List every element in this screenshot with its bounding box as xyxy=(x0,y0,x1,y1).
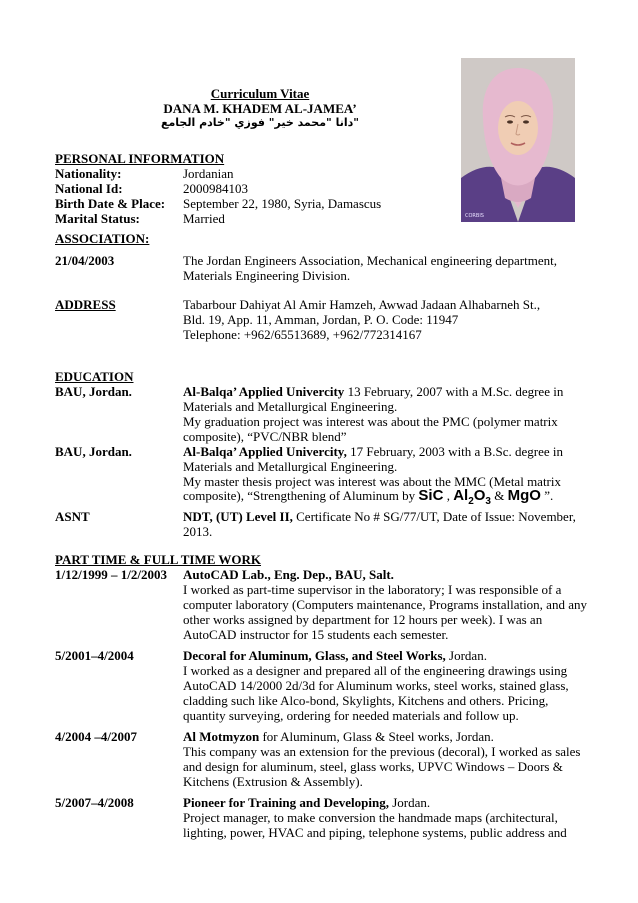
marital-label: Marital Status: xyxy=(55,211,140,226)
chem-al: Al xyxy=(453,487,469,504)
marital-value: Married xyxy=(183,211,225,226)
applicant-name-arabic: "دانا "محمد خير" فوزي "خادم الجامع xyxy=(160,116,360,129)
work-3-line-3: Kitchens (Extrusion & Assembly). xyxy=(183,774,363,789)
edu-3-line-1 xyxy=(183,509,593,524)
birth-value: September 22, 1980, Syria, Damascus xyxy=(183,196,382,211)
work-1-line-2: computer laboratory (Computers maintenance, Programs installation, and any xyxy=(183,597,587,612)
association-line-2: Materials Engineering Division. xyxy=(183,268,351,283)
work-3-title xyxy=(183,729,593,744)
edu-3-line-2: 2013. xyxy=(183,524,213,539)
address-line-1: Tabarbour Dahiyat Al Amir Hamzeh, Awwad Jadaan Alhabarneh St., xyxy=(183,297,541,312)
edu-1-institution: Al-Balqa’ Applied Univercity xyxy=(183,384,345,399)
edu-2-label: BAU, Jordan. xyxy=(55,444,132,459)
chem-sic: SiC xyxy=(418,487,444,504)
edu-2-line-1 xyxy=(183,444,593,459)
chem-sub-3: 3 xyxy=(485,496,491,507)
work-4-line-1: Project manager, to make conversion the handmade maps (architectural, xyxy=(183,810,558,825)
association-date: 21/04/2003 xyxy=(55,253,115,268)
work-2-title xyxy=(183,648,593,663)
edu-3-detail: Certificate No # SG/77/UT, Date of Issue: November, xyxy=(292,509,576,524)
work-2-line-2: AutoCAD 14/2000 2d/3d for Aluminum works, steel works, stained glass, xyxy=(183,678,569,693)
national-id-label: National Id: xyxy=(55,181,123,196)
work-heading: PART TIME & FULL TIME WORK xyxy=(55,552,262,567)
work-1-employer: AutoCAD Lab., Eng. Dep., BAU, Salt. xyxy=(183,567,394,582)
edu-1-detail: 13 February, 2007 with a M.Sc. degree in xyxy=(344,384,564,399)
work-1-title xyxy=(183,567,593,582)
work-3-line-1: This company was an extension for the previous (decoral), I worked as sales xyxy=(183,744,581,759)
work-1-line-4: AutoCAD instructor for 15 students each semester. xyxy=(183,627,449,642)
edu-3-cert: NDT, (UT) Level II, xyxy=(183,509,293,524)
work-1-date: 1/12/1999 – 1/2/2003 xyxy=(55,567,167,582)
work-3-location: for Aluminum, Glass & Steel works, Jordan. xyxy=(259,729,494,744)
chem-o: O xyxy=(473,487,486,504)
personal-info-heading: PERSONAL INFORMATION xyxy=(55,151,225,166)
work-3-employer: Al Motmyzon xyxy=(183,729,260,744)
nationality-label: Nationality: xyxy=(55,166,122,181)
edu-2-detail: 17 February, 2003 with a B.Sc. degree in xyxy=(346,444,563,459)
work-3-date: 4/2004 –4/2007 xyxy=(55,729,137,744)
edu-2-line-3: My master thesis project was interest was about the MMC (Metal matrix xyxy=(183,474,562,489)
work-2-line-4: quantity surveying, ordering for needed materials and follow up. xyxy=(183,708,519,723)
edu-2-line-4-end: ”. xyxy=(540,488,554,503)
chem-mgo: MgO xyxy=(507,487,541,504)
nationality-value: Jordanian xyxy=(183,166,234,181)
edu-1-label: BAU, Jordan. xyxy=(55,384,132,399)
cv-title: Curriculum Vitae xyxy=(210,86,310,101)
photo-watermark: CORBIS xyxy=(465,213,484,219)
edu-2-line-4 xyxy=(183,487,593,511)
work-4-location: Jordan. xyxy=(388,795,431,810)
work-2-employer: Decoral for Aluminum, Glass, and Steel Works, xyxy=(183,648,446,663)
work-2-line-1: I worked as a designer and prepared all of the engineering drawings using xyxy=(183,663,568,678)
work-1-line-1: I worked as part-time supervisor in the laboratory; I was responsible of a xyxy=(183,582,562,597)
address-line-3: Telephone: +962/65513689, +962/772314167 xyxy=(183,327,422,342)
chem-al2o3 xyxy=(453,487,491,507)
work-4-date: 5/2007–4/2008 xyxy=(55,795,134,810)
edu-1-line-3: My graduation project was interest was about the PMC (polymer matrix xyxy=(183,414,558,429)
national-id-value: 2000984103 xyxy=(183,181,248,196)
work-4-title xyxy=(183,795,593,810)
work-2-location: Jordan. xyxy=(445,648,487,663)
address-heading: ADDRESS xyxy=(55,297,116,312)
education-heading: EDUCATION xyxy=(55,369,134,384)
work-1-line-3: other works assigned by department for 12 hours per week). I was an xyxy=(183,612,543,627)
edu-3-label: ASNT xyxy=(55,509,90,524)
applicant-name: DANA M. KHADEM AL-JAMEA’ xyxy=(163,101,357,116)
edu-1-line-1 xyxy=(183,384,593,399)
work-4-line-2: lighting, power, HVAC and piping, telephone systems, public address and xyxy=(183,825,567,840)
birth-label: Birth Date & Place: xyxy=(55,196,166,211)
chem-separator-2: & xyxy=(490,488,508,503)
work-3-line-2: and design for aluminum, steel, glass works, UPVC Windows – Doors & xyxy=(183,759,563,774)
association-line-1: The Jordan Engineers Association, Mechanical engineering department, xyxy=(183,253,557,268)
edu-2-institution: Al-Balqa’ Applied Univercity, xyxy=(183,444,347,459)
address-line-2: Bld. 19, App. 11, Amman, Jordan, P. O. Code: 11947 xyxy=(183,312,459,327)
chem-sub-2: 2 xyxy=(468,496,474,507)
association-heading: ASSOCIATION: xyxy=(55,231,150,246)
work-2-line-3: cladding such like Alco-bond, Skylights, Kitchens and others. Pricing, xyxy=(183,693,549,708)
edu-1-line-4: composite), “PVC/NBR blend” xyxy=(183,429,347,444)
edu-2-line-4-text: composite), “Strengthening of Aluminum by xyxy=(183,488,419,503)
work-2-date: 5/2001–4/2004 xyxy=(55,648,134,663)
edu-2-line-2: Materials and Metallurgical Engineering. xyxy=(183,459,398,474)
work-4-employer: Pioneer for Training and Developing, xyxy=(183,795,389,810)
chem-separator-1: , xyxy=(443,488,454,503)
edu-1-line-2: Materials and Metallurgical Engineering. xyxy=(183,399,398,414)
